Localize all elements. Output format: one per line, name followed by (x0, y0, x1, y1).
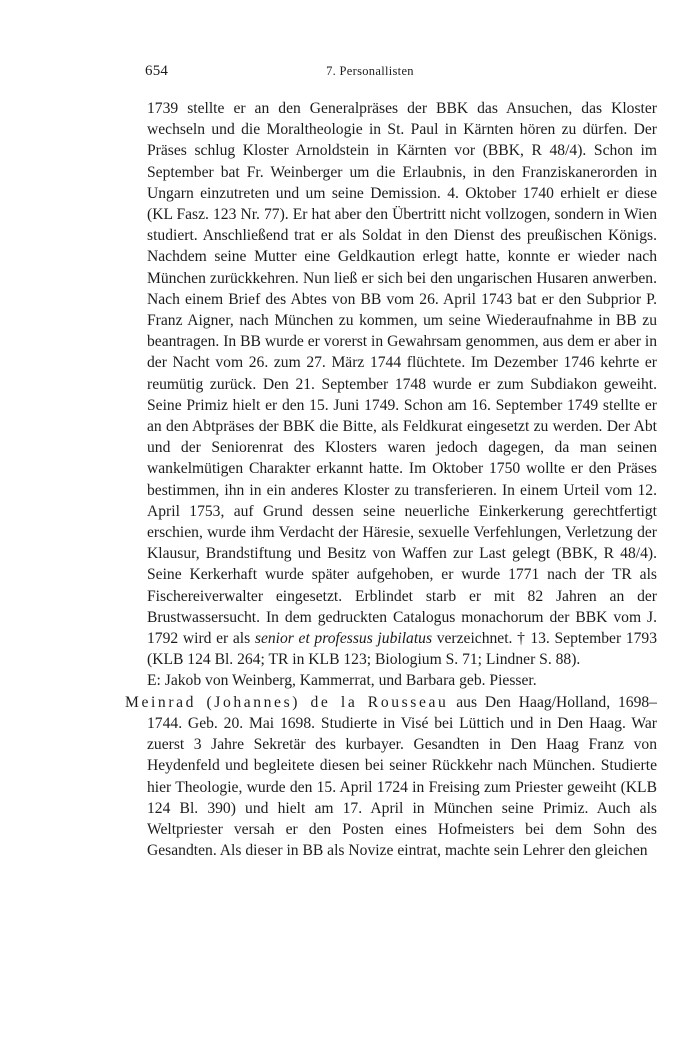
paragraph-text-1: 1739 stellte er an den Generalpräses der BBK das Ansuchen, das Kloster wechseln und die Moraltheologie in St. Paul in Kärnten hören zu dürfen. Der Präses schlug Kloster Arnoldstein in Kärnten vor (BBK, R 48/4). Schon im September bat Fr. Weinberger um die Erlaubnis, in den Franziskanerorden in Ungarn einzutreten und um seine Demission. 4. Oktober 1740 erhielt er diese (KL Fasz. 123 Nr. 77). Er hat aber den Übertritt nicht vollzogen, sondern in Wien studiert. Anschließend trat er als Soldat in den Dienst des preußischen Königs. Nachdem seine Mutter eine Geldkaution erlegt hatte, konnte er wieder nach München zurückkehren. Nun ließ er sich bei den ungarischen Husaren anwerben. Nach einem Brief des Abtes von BB vom 26. April 1743 bat er den Subprior P. Franz Aigner, nach München zu kommen, um seine Wiederaufnahme in BB zu beantragen. In BB wurde er vorerst in Gewahrsam genommen, aus dem er aber in der Nacht vom 26. zum 27. März 1744 flüchtete. Im Dezember 1746 kehrte er reumütig zurück. Den 21. September 1748 wurde er zum Subdiakon geweiht. Seine Primiz hielt er den 15. Juni 1749. Schon am 16. September 1749 stellte er an den Abtpräses der BBK die Bitte, als Feldkurat eingesetzt zu werden. Der Abt und der Seniorenrat des Klosters waren jedoch dagegen, da man seinen wankelmütigen Charakter erkannt hatte. Im Oktober 1750 wollte er den Präses bestimmen, ihn in ein anderes Kloster zu transferieren. In einem Urteil vom 12. April 1753, auf Grund dessen seine neuerliche Einkerkerung gerechtfertigt erschien, wurde ihm Verdacht der Häresie, sexuelle Verfehlungen, Verletzung der Klausur, Brandstiftung und Besitz von Waffen zur Last gelegt (BBK, R 48/4). Seine Kerkerhaft wurde später aufgehoben, er wurde 1771 nach der TR als Fischereiverwalter eingesetzt. Erblindet starb er mit 82 Jahren an der Brustwassersucht. In dem gedruckten Catalogus monachorum der BBK vom J. 1792 wird er als (147, 100, 657, 648)
parents-line: E: Jakob von Weinberg, Kammerrat, und Barbara geb. Piesser. (147, 672, 537, 690)
paragraph-text-2: verzeichnet. † 13. September 1793 (KLB 124 Bl. 264; TR in KLB 123; Biologium S. 71; Lindner S. 88). (147, 630, 658, 669)
body-text (125, 98, 658, 861)
page-number: 654 (145, 63, 169, 79)
paragraph-weinberger (147, 98, 657, 670)
running-head: 7. Personallisten (326, 64, 414, 78)
entry-name: Meinrad (Johannes) de la Rousseau (125, 693, 449, 711)
entry-text: aus Den Haag/Holland, 1698–1744. Geb. 20. Mai 1698. Studierte in Visé bei Lüttich und in Den Haag. War zuerst 3 Jahre Sekretär des kurbayer. Gesandten in Den Haag Franz von Heydenfeld und begleitete diesen bei seiner Rückkehr nach München. Studierte hier Theologie, wurde den 15. April 1724 in Freising zum Priester geweiht (KLB 124 Bl. 390) und hielt am 17. April in München seine Primiz. Auch als Weltpriester versah er den Posten eines Hofmeisters bei dem Sohn des Gesandten. Als dieser in BB als Novize eintrat, machte sein Lehrer den gleichen (147, 693, 657, 860)
entry-meinrad (125, 692, 657, 862)
italic-phrase: senior et professus jubilatus (254, 630, 433, 648)
